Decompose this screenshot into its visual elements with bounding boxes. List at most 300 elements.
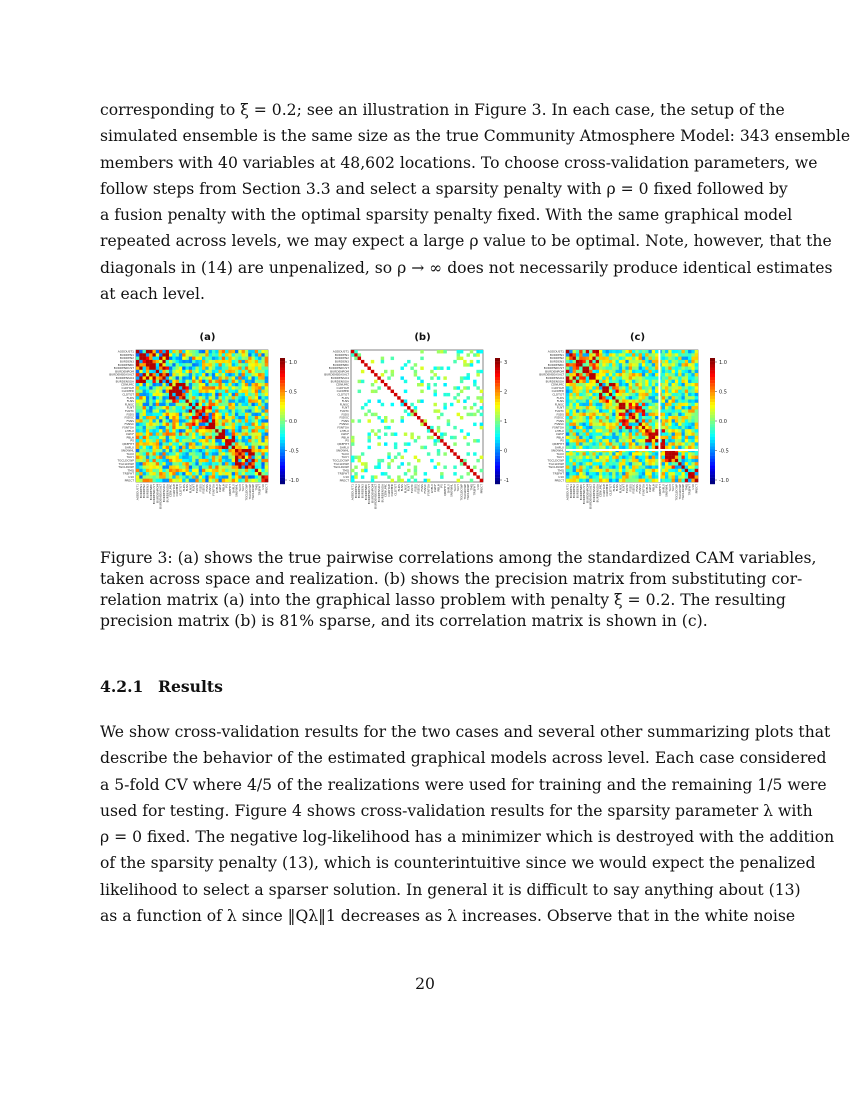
heatmap-cell (225, 472, 228, 475)
heatmap-cell (169, 423, 172, 426)
heatmap-cell (434, 403, 437, 406)
column-label: FSNTOA (426, 484, 431, 496)
heatmap-cell (235, 462, 238, 465)
heatmap-cell (417, 400, 420, 403)
heatmap-cell (672, 383, 675, 386)
heatmap-cell (255, 436, 258, 439)
heatmap-cell (182, 357, 185, 360)
heatmap-cell (242, 472, 245, 475)
heatmap-cell (162, 436, 165, 439)
heatmap-cell (606, 423, 609, 426)
heatmap-cell (162, 423, 165, 426)
heatmap-cell (619, 452, 622, 455)
heatmap-cell (649, 426, 652, 429)
heatmap-cell (384, 442, 387, 445)
heatmap-cell (238, 436, 241, 439)
heatmap-cell (665, 416, 668, 419)
heatmap-cell (192, 423, 195, 426)
heatmap-cell (635, 413, 638, 416)
heatmap-cell (635, 479, 638, 482)
heatmap-cell (258, 423, 261, 426)
heatmap-cell (261, 452, 264, 455)
heatmap-cell (629, 462, 632, 465)
heatmap-cell (655, 376, 658, 379)
heatmap-cell (159, 390, 162, 393)
heatmap-cell (225, 439, 228, 442)
heatmap-cell (629, 456, 632, 459)
heatmap-cell (576, 400, 579, 403)
heatmap-cell (242, 357, 245, 360)
heatmap-cell (202, 429, 205, 432)
colorbar-tick-label: 2 (504, 389, 508, 396)
heatmap-cell (235, 396, 238, 399)
column-label: FSDS (198, 484, 203, 492)
heatmap-cell (596, 357, 599, 360)
heatmap-cell (186, 360, 189, 363)
heatmap-cell (665, 459, 668, 462)
heatmap-cell (665, 386, 668, 389)
heatmap-cell (579, 472, 582, 475)
heatmap-cell (202, 446, 205, 449)
heatmap-cell (225, 406, 228, 409)
heatmap-cell (252, 396, 255, 399)
heatmap-cell (672, 373, 675, 376)
heatmap-cell (252, 350, 255, 353)
heatmap-cell (186, 479, 189, 482)
heatmap-cell (602, 433, 605, 436)
heatmap-cell (228, 472, 231, 475)
heatmap-cell (238, 380, 241, 383)
heatmap-cell (219, 472, 222, 475)
heatmap-cell (255, 386, 258, 389)
heatmap-cell (625, 390, 628, 393)
heatmap-cell (361, 469, 364, 472)
heatmap-cell (695, 429, 698, 432)
column-label: FLNTC (195, 484, 200, 494)
heatmap-cell (351, 353, 354, 356)
heatmap-cell (232, 413, 235, 416)
heatmap-cell (589, 472, 592, 475)
heatmap-cell (219, 406, 222, 409)
heatmap-cell (205, 419, 208, 422)
heatmap-cell (675, 423, 678, 426)
heatmap-cell (252, 403, 255, 406)
heatmap-cell (625, 446, 628, 449)
heatmap-cell (467, 353, 470, 356)
heatmap-cell (245, 459, 248, 462)
heatmap-cell (619, 409, 622, 412)
row-label: BURDENPOM (545, 369, 564, 374)
heatmap-cell (592, 442, 595, 445)
heatmap-cell (586, 439, 589, 442)
row-label: FLNSC (554, 402, 564, 407)
heatmap-cell (652, 406, 655, 409)
heatmap-cell (569, 459, 572, 462)
heatmap-cell (566, 406, 569, 409)
heatmap-cell (182, 429, 185, 432)
heatmap-cell (596, 386, 599, 389)
heatmap-cell (579, 413, 582, 416)
heatmap-cell (420, 383, 423, 386)
heatmap-cell (629, 466, 632, 469)
heatmap-cell (202, 475, 205, 478)
heatmap-cell (616, 416, 619, 419)
heatmap-cell (609, 466, 612, 469)
heatmap-cell (202, 383, 205, 386)
heatmap-cell (252, 449, 255, 452)
colorbar-segment (280, 390, 285, 393)
heatmap-cell (228, 466, 231, 469)
heatmap-cell (189, 416, 192, 419)
paragraph-intro-line: at each level. (100, 285, 205, 304)
heatmap-cell (404, 433, 407, 436)
heatmap-cell (476, 370, 479, 373)
heatmap-cell (143, 472, 146, 475)
heatmap-cell (162, 442, 165, 445)
heatmap-cell (589, 376, 592, 379)
heatmap-cell (645, 393, 648, 396)
heatmap-cell (625, 403, 628, 406)
heatmap-cell (146, 373, 149, 376)
heatmap-cell (159, 419, 162, 422)
heatmap-cell (391, 459, 394, 462)
heatmap-cell (652, 472, 655, 475)
column-label: AODDUST1 (350, 484, 355, 501)
heatmap-cell (232, 363, 235, 366)
heatmap-cell (228, 442, 231, 445)
heatmap-cell (612, 396, 615, 399)
heatmap-cell (649, 423, 652, 426)
heatmap-cell (205, 426, 208, 429)
heatmap-cell (691, 409, 694, 412)
colorbar-segment (710, 415, 715, 418)
heatmap-cell (212, 423, 215, 426)
heatmap-cell (434, 367, 437, 370)
heatmap-cell (238, 386, 241, 389)
heatmap-cell (225, 396, 228, 399)
heatmap-cell (579, 400, 582, 403)
heatmap-cell (242, 400, 245, 403)
heatmap-cell (655, 400, 658, 403)
heatmap-cell (566, 400, 569, 403)
heatmap-cell (691, 373, 694, 376)
heatmap-cell (629, 423, 632, 426)
heatmap-cell (635, 442, 638, 445)
heatmap-cell (136, 353, 139, 356)
heatmap-cell (682, 442, 685, 445)
heatmap-cell (159, 357, 162, 360)
heatmap-cell (616, 373, 619, 376)
heatmap-cell (573, 439, 576, 442)
heatmap-cell (225, 466, 228, 469)
heatmap-cell (219, 449, 222, 452)
heatmap-cell (685, 413, 688, 416)
column-label: SNOWHL (234, 484, 239, 497)
heatmap-cell (576, 472, 579, 475)
heatmap-cell (616, 400, 619, 403)
heatmap-cell (255, 357, 258, 360)
heatmap-cell (592, 357, 595, 360)
heatmap-cell (573, 386, 576, 389)
heatmap-cell (245, 357, 248, 360)
heatmap-cell (182, 469, 185, 472)
heatmap-cell (592, 403, 595, 406)
heatmap-cell (222, 403, 225, 406)
heatmap-cell (583, 426, 586, 429)
heatmap-cell (625, 442, 628, 445)
heatmap-cell (635, 376, 638, 379)
heatmap-cell (612, 456, 615, 459)
heatmap-cell (609, 383, 612, 386)
heatmap-cell (635, 452, 638, 455)
heatmap-cell (616, 380, 619, 383)
heatmap-cell (252, 439, 255, 442)
heatmap-cell (195, 360, 198, 363)
heatmap-cell (219, 380, 222, 383)
heatmap-cell (612, 436, 615, 439)
heatmap-cell (573, 373, 576, 376)
column-label: CDNUMC (598, 484, 603, 498)
heatmap-cell (169, 456, 172, 459)
heatmap-cell (440, 350, 443, 353)
heatmap-cell (427, 426, 430, 429)
heatmap-cell (672, 479, 675, 482)
heatmap-cell (635, 363, 638, 366)
colorbar-segment (710, 405, 715, 408)
heatmap-cell (232, 373, 235, 376)
row-label: FLDS (556, 395, 564, 400)
heatmap-cell (619, 360, 622, 363)
heatmap-cell (443, 466, 446, 469)
heatmap-cell (162, 459, 165, 462)
heatmap-cell (232, 380, 235, 383)
heatmap-cell (576, 403, 579, 406)
heatmap-cell (219, 390, 222, 393)
heatmap-cell (691, 390, 694, 393)
heatmap-cell (688, 353, 691, 356)
heatmap-cell (619, 456, 622, 459)
column-label: BURDENPOM (370, 484, 375, 503)
heatmap-cell (159, 350, 162, 353)
column-label: PRECT (694, 484, 699, 494)
heatmap-cell (156, 472, 159, 475)
heatmap-cell (632, 462, 635, 465)
heatmap-cell (566, 403, 569, 406)
heatmap-cell (149, 380, 152, 383)
heatmap-cell (235, 350, 238, 353)
heatmap-cell (238, 439, 241, 442)
heatmap-cell (583, 383, 586, 386)
heatmap-cell (437, 452, 440, 455)
heatmap-cell (655, 475, 658, 478)
row-label: QREFHT (337, 442, 349, 447)
heatmap-cell (576, 469, 579, 472)
heatmap-cell (639, 367, 642, 370)
colorbar-segment (280, 418, 285, 421)
heatmap-cell (166, 452, 169, 455)
heatmap-cell (176, 442, 179, 445)
heatmap-cell (248, 466, 251, 469)
heatmap-cell (566, 442, 569, 445)
paragraph-results-line: describe the behavior of the estimated graphical models across level. Each case considered (100, 749, 827, 768)
heatmap-cell (205, 442, 208, 445)
heatmap-cell (186, 363, 189, 366)
heatmap-cell (205, 406, 208, 409)
heatmap-cell (642, 452, 645, 455)
heatmap-cell (691, 413, 694, 416)
heatmap-cell (401, 376, 404, 379)
heatmap-cell (592, 393, 595, 396)
heatmap-cell (189, 383, 192, 386)
heatmap-cell (391, 357, 394, 360)
heatmap-cell (639, 469, 642, 472)
heatmap-cell (579, 436, 582, 439)
heatmap-cell (592, 390, 595, 393)
row-label: BURDENBC (547, 362, 564, 367)
heatmap-cell (391, 390, 394, 393)
heatmap-cell (622, 357, 625, 360)
heatmap-cell (205, 373, 208, 376)
heatmap-cell (212, 409, 215, 412)
heatmap-cell (695, 383, 698, 386)
heatmap-cell (149, 376, 152, 379)
heatmap-cell (592, 456, 595, 459)
row-label: BURDENPOM (115, 369, 134, 374)
heatmap-cell (672, 452, 675, 455)
heatmap-cell (261, 442, 264, 445)
heatmap-cell (596, 406, 599, 409)
heatmap-cell (364, 363, 367, 366)
heatmap-cell (642, 380, 645, 383)
colorbar-segment (495, 399, 500, 402)
heatmap-cell (358, 390, 361, 393)
heatmap-cell (136, 436, 139, 439)
heatmap-cell (258, 439, 261, 442)
heatmap-cell (192, 479, 195, 482)
heatmap-cell (470, 479, 473, 482)
heatmap-cell (649, 360, 652, 363)
heatmap-cell (136, 452, 139, 455)
heatmap-cell (186, 436, 189, 439)
heatmap-cell (186, 426, 189, 429)
heatmap-cell (146, 436, 149, 439)
heatmap-cell (665, 403, 668, 406)
row-label: SHFLX (124, 445, 134, 450)
heatmap-cell (668, 396, 671, 399)
colorbar-segment (710, 393, 715, 396)
heatmap-cell (675, 446, 678, 449)
heatmap-cell (387, 456, 390, 459)
heatmap-cell (258, 436, 261, 439)
heatmap-cell (609, 393, 612, 396)
heatmap-cell (619, 416, 622, 419)
heatmap-cell (189, 469, 192, 472)
heatmap-cell (195, 373, 198, 376)
heatmap-cell (609, 370, 612, 373)
heatmap-cell (358, 456, 361, 459)
heatmap-cell (219, 479, 222, 482)
heatmap-cell (649, 400, 652, 403)
heatmap-cell (232, 360, 235, 363)
heatmap-cell (662, 452, 665, 455)
heatmap-cell (655, 380, 658, 383)
column-label: PRECT (479, 484, 484, 494)
heatmap-cell (622, 413, 625, 416)
heatmap-cell (609, 419, 612, 422)
heatmap-cell (136, 472, 139, 475)
heatmap-cell (642, 396, 645, 399)
heatmap-cell (569, 452, 572, 455)
heatmap-cell (629, 406, 632, 409)
heatmap-cell (235, 367, 238, 370)
heatmap-cell (205, 380, 208, 383)
column-label: FLNT (621, 484, 626, 492)
heatmap-cell (166, 423, 169, 426)
colorbar-segment (710, 377, 715, 380)
colorbar-segment (280, 456, 285, 459)
heatmap-cell (205, 376, 208, 379)
heatmap-cell (238, 350, 241, 353)
heatmap-cell (642, 367, 645, 370)
heatmap-cell (139, 446, 142, 449)
heatmap-cell (616, 413, 619, 416)
heatmap-cell (460, 390, 463, 393)
heatmap-cell (139, 370, 142, 373)
heatmap-cell (695, 409, 698, 412)
heatmap-cell (172, 357, 175, 360)
column-label: TMQ (469, 484, 474, 491)
heatmap-cell (202, 423, 205, 426)
heatmap-cell (583, 446, 586, 449)
heatmap-cell (255, 363, 258, 366)
heatmap-cell (199, 409, 202, 412)
heatmap-cell (153, 449, 156, 452)
heatmap-cell (368, 436, 371, 439)
heatmap-cell (172, 373, 175, 376)
heatmap-cell (153, 446, 156, 449)
heatmap-cell (691, 459, 694, 462)
heatmap-cell (238, 360, 241, 363)
heatmap-cell (199, 442, 202, 445)
heatmap-cell (592, 439, 595, 442)
heatmap-cell (629, 357, 632, 360)
heatmap-cell (606, 472, 609, 475)
heatmap-cell (166, 360, 169, 363)
heatmap-cell (195, 436, 198, 439)
heatmap-cell (583, 390, 586, 393)
heatmap-cell (162, 357, 165, 360)
heatmap-cell (195, 376, 198, 379)
heatmap-cell (245, 406, 248, 409)
heatmap-cell (258, 396, 261, 399)
heatmap-cell (566, 380, 569, 383)
heatmap-cell (678, 475, 681, 478)
heatmap-cell (384, 426, 387, 429)
heatmap-cell (179, 406, 182, 409)
heatmap-cell (688, 439, 691, 442)
colorbar-segment (280, 430, 285, 433)
heatmap-cell (450, 449, 453, 452)
heatmap-cell (569, 469, 572, 472)
heatmap-cell (685, 390, 688, 393)
heatmap-cell (682, 423, 685, 426)
heatmap-cell (162, 446, 165, 449)
heatmap-cell (139, 403, 142, 406)
heatmap-cell (143, 400, 146, 403)
heatmap-cell (596, 350, 599, 353)
paragraph-results-line: a 5-fold CV where 4/5 of the realizations were used for training and the remaining 1/5 were (100, 775, 827, 794)
figure-caption (100, 548, 817, 632)
